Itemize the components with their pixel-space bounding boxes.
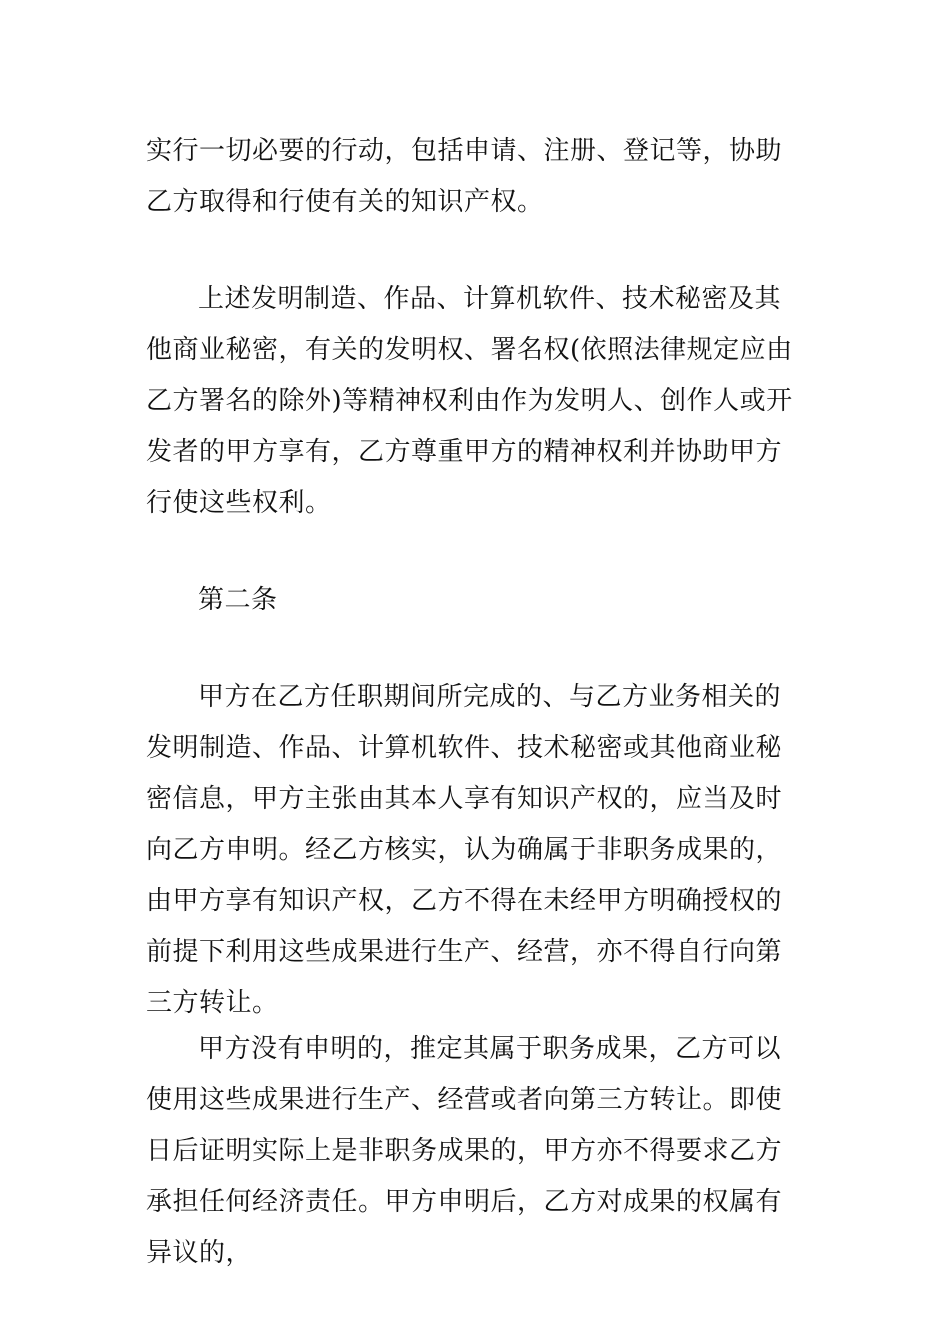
article-heading: 第二条 xyxy=(198,585,278,615)
paragraph-undeclared-results: 甲方没有申明的，推定其属于职务成果，乙方可以使用这些成果进行生产、经营或者向第三方转让。即使日后证明实际上是非职务成果的，甲方亦不得要求乙方承担任何经济责任。甲方申明后，乙方对成果的权属有异议的， xyxy=(146,1034,783,1268)
paragraph-non-duty-results: 甲方在乙方任职期间所完成的、与乙方业务相关的发明制造、作品、计算机软件、技术秘密或其他商业秘密信息，甲方主张由其本人享有知识产权的，应当及时向乙方申明。经乙方核实，认为确属于非职务成果的，由甲方享有知识产权，乙方不得在未经甲方明确授权的前提下利用这些成果进行生产、经营，亦不得自行向第三方转让。 xyxy=(146,682,783,1018)
paragraph-continuation: 实行一切必要的行动，包括申请、注册、登记等，协助乙方取得和行使有关的知识产权。 xyxy=(146,136,783,217)
paragraph-moral-rights: 上述发明制造、作品、计算机软件、技术秘密及其他商业秘密，有关的发明权、署名权(依照法律规定应由乙方署名的除外)等精神权利由作为发明人、创作人或开发者的甲方享有，乙方尊重甲方的精神权利并协助甲方行使这些权利。 xyxy=(146,284,793,518)
